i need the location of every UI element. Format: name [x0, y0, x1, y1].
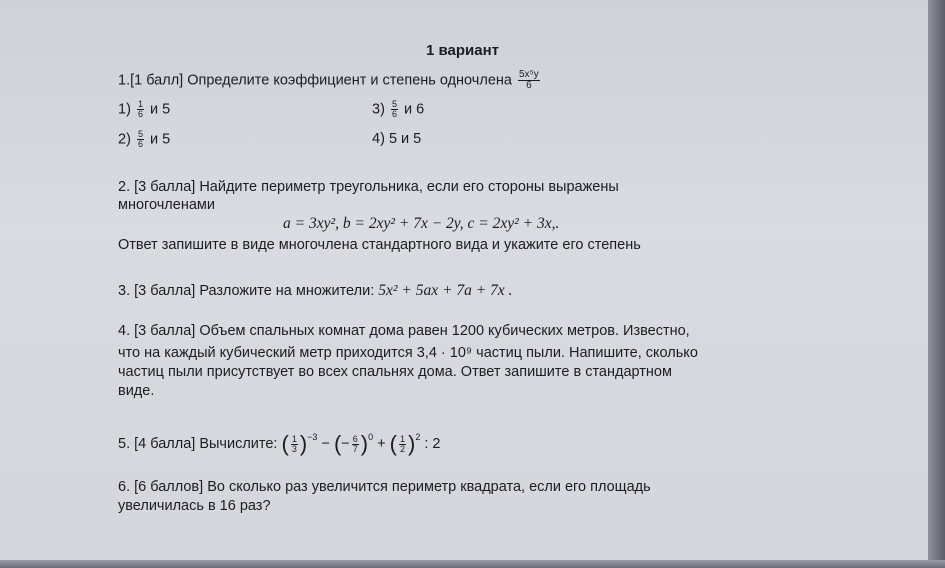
option-tail: и 5	[149, 131, 171, 148]
paren: )	[360, 431, 369, 457]
question-1-text	[118, 70, 542, 91]
option-tail: и 5	[149, 101, 171, 118]
term-2-exponent: 0	[368, 432, 374, 442]
question-6-line-2: увеличилась в 16 раз?	[118, 498, 271, 514]
term-1-exponent: −3	[307, 432, 318, 442]
option-fraction: $\frac{5}{6}$	[137, 129, 143, 149]
question-2-line-1: 2. [3 балла] Найдите периметр треугольника, если его стороны выражены	[118, 179, 619, 195]
q1-option-2	[118, 130, 170, 149]
q1-option-1	[118, 100, 170, 119]
option-tail: и 6	[403, 101, 425, 118]
option-label: 1)	[118, 101, 131, 118]
option-label: 2)	[118, 131, 131, 148]
operator-minus: −	[321, 436, 330, 452]
monomial-numerator: 5x⁵y	[519, 69, 539, 80]
question-2-line-3: Ответ запишите в виде многочлена стандартного вида и укажите его степень	[118, 237, 641, 253]
q1-option-3	[372, 100, 424, 119]
question-6-line-1: 6. [6 баллов] Во сколько раз увеличится периметр квадрата, если его площадь	[118, 479, 651, 495]
term-3-fraction: $\frac{1}{2}$	[399, 433, 405, 454]
question-4-line-4: виде.	[118, 383, 155, 399]
question-2-line-2: многочленами	[118, 197, 215, 213]
question-4-line-1: 4. [3 балла] Объем спальных комнат дома равен 1200 кубических метров. Известно,	[118, 323, 690, 339]
question-5-tail: : 2	[424, 436, 441, 452]
option-text: 5 и 5	[388, 131, 422, 147]
term-3-exponent: 2	[415, 432, 421, 442]
q1-option-4	[372, 130, 421, 148]
term-1-fraction: $\frac{1}{3}$	[291, 433, 297, 454]
monomial-fraction	[518, 70, 540, 91]
paren: )	[407, 431, 416, 457]
question-3-expression: 5x² + 5ax + 7a + 7x .	[378, 282, 513, 299]
paren: (	[281, 431, 289, 457]
term-2-fraction: $\frac{6}{7}$	[352, 433, 358, 454]
question-4-line-3: частиц пыли присутствует во всех спальнях дома. Ответ запишите в стандартном	[118, 364, 672, 380]
question-3-prompt: 3. [3 балла] Разложите на множители:	[118, 283, 375, 299]
screen-bezel-right	[928, 0, 945, 568]
option-fraction: $\frac{5}{6}$	[391, 99, 397, 119]
question-5	[118, 428, 441, 457]
screen-bezel-bottom	[0, 560, 945, 568]
option-fraction: $\frac{1}{6}$	[137, 99, 143, 119]
question-2-formula: a = 3xy², b = 2xy² + 7x − 2y, c = 2xy² + 3x,.	[283, 215, 560, 232]
term-2-sign: −	[341, 436, 350, 452]
variant-title: 1 вариант	[426, 42, 500, 59]
paren: (	[389, 431, 397, 457]
monomial-denominator: 6	[526, 80, 532, 91]
question-3	[118, 282, 512, 300]
operator-plus: +	[377, 436, 386, 452]
question-5-prompt: 5. [4 балла] Вычислите:	[118, 436, 278, 452]
paren: (	[333, 431, 342, 457]
paren: )	[299, 431, 308, 457]
question-1-prompt: 1.[1 балл] Определите коэффициент и степень одночлена	[118, 72, 512, 89]
option-label: 4)	[372, 131, 385, 147]
option-label: 3)	[372, 101, 385, 118]
question-4-line-2: что на каждый кубический метр приходится 3,4 · 10⁹ частиц пыли. Напишите, сколько	[118, 345, 698, 361]
